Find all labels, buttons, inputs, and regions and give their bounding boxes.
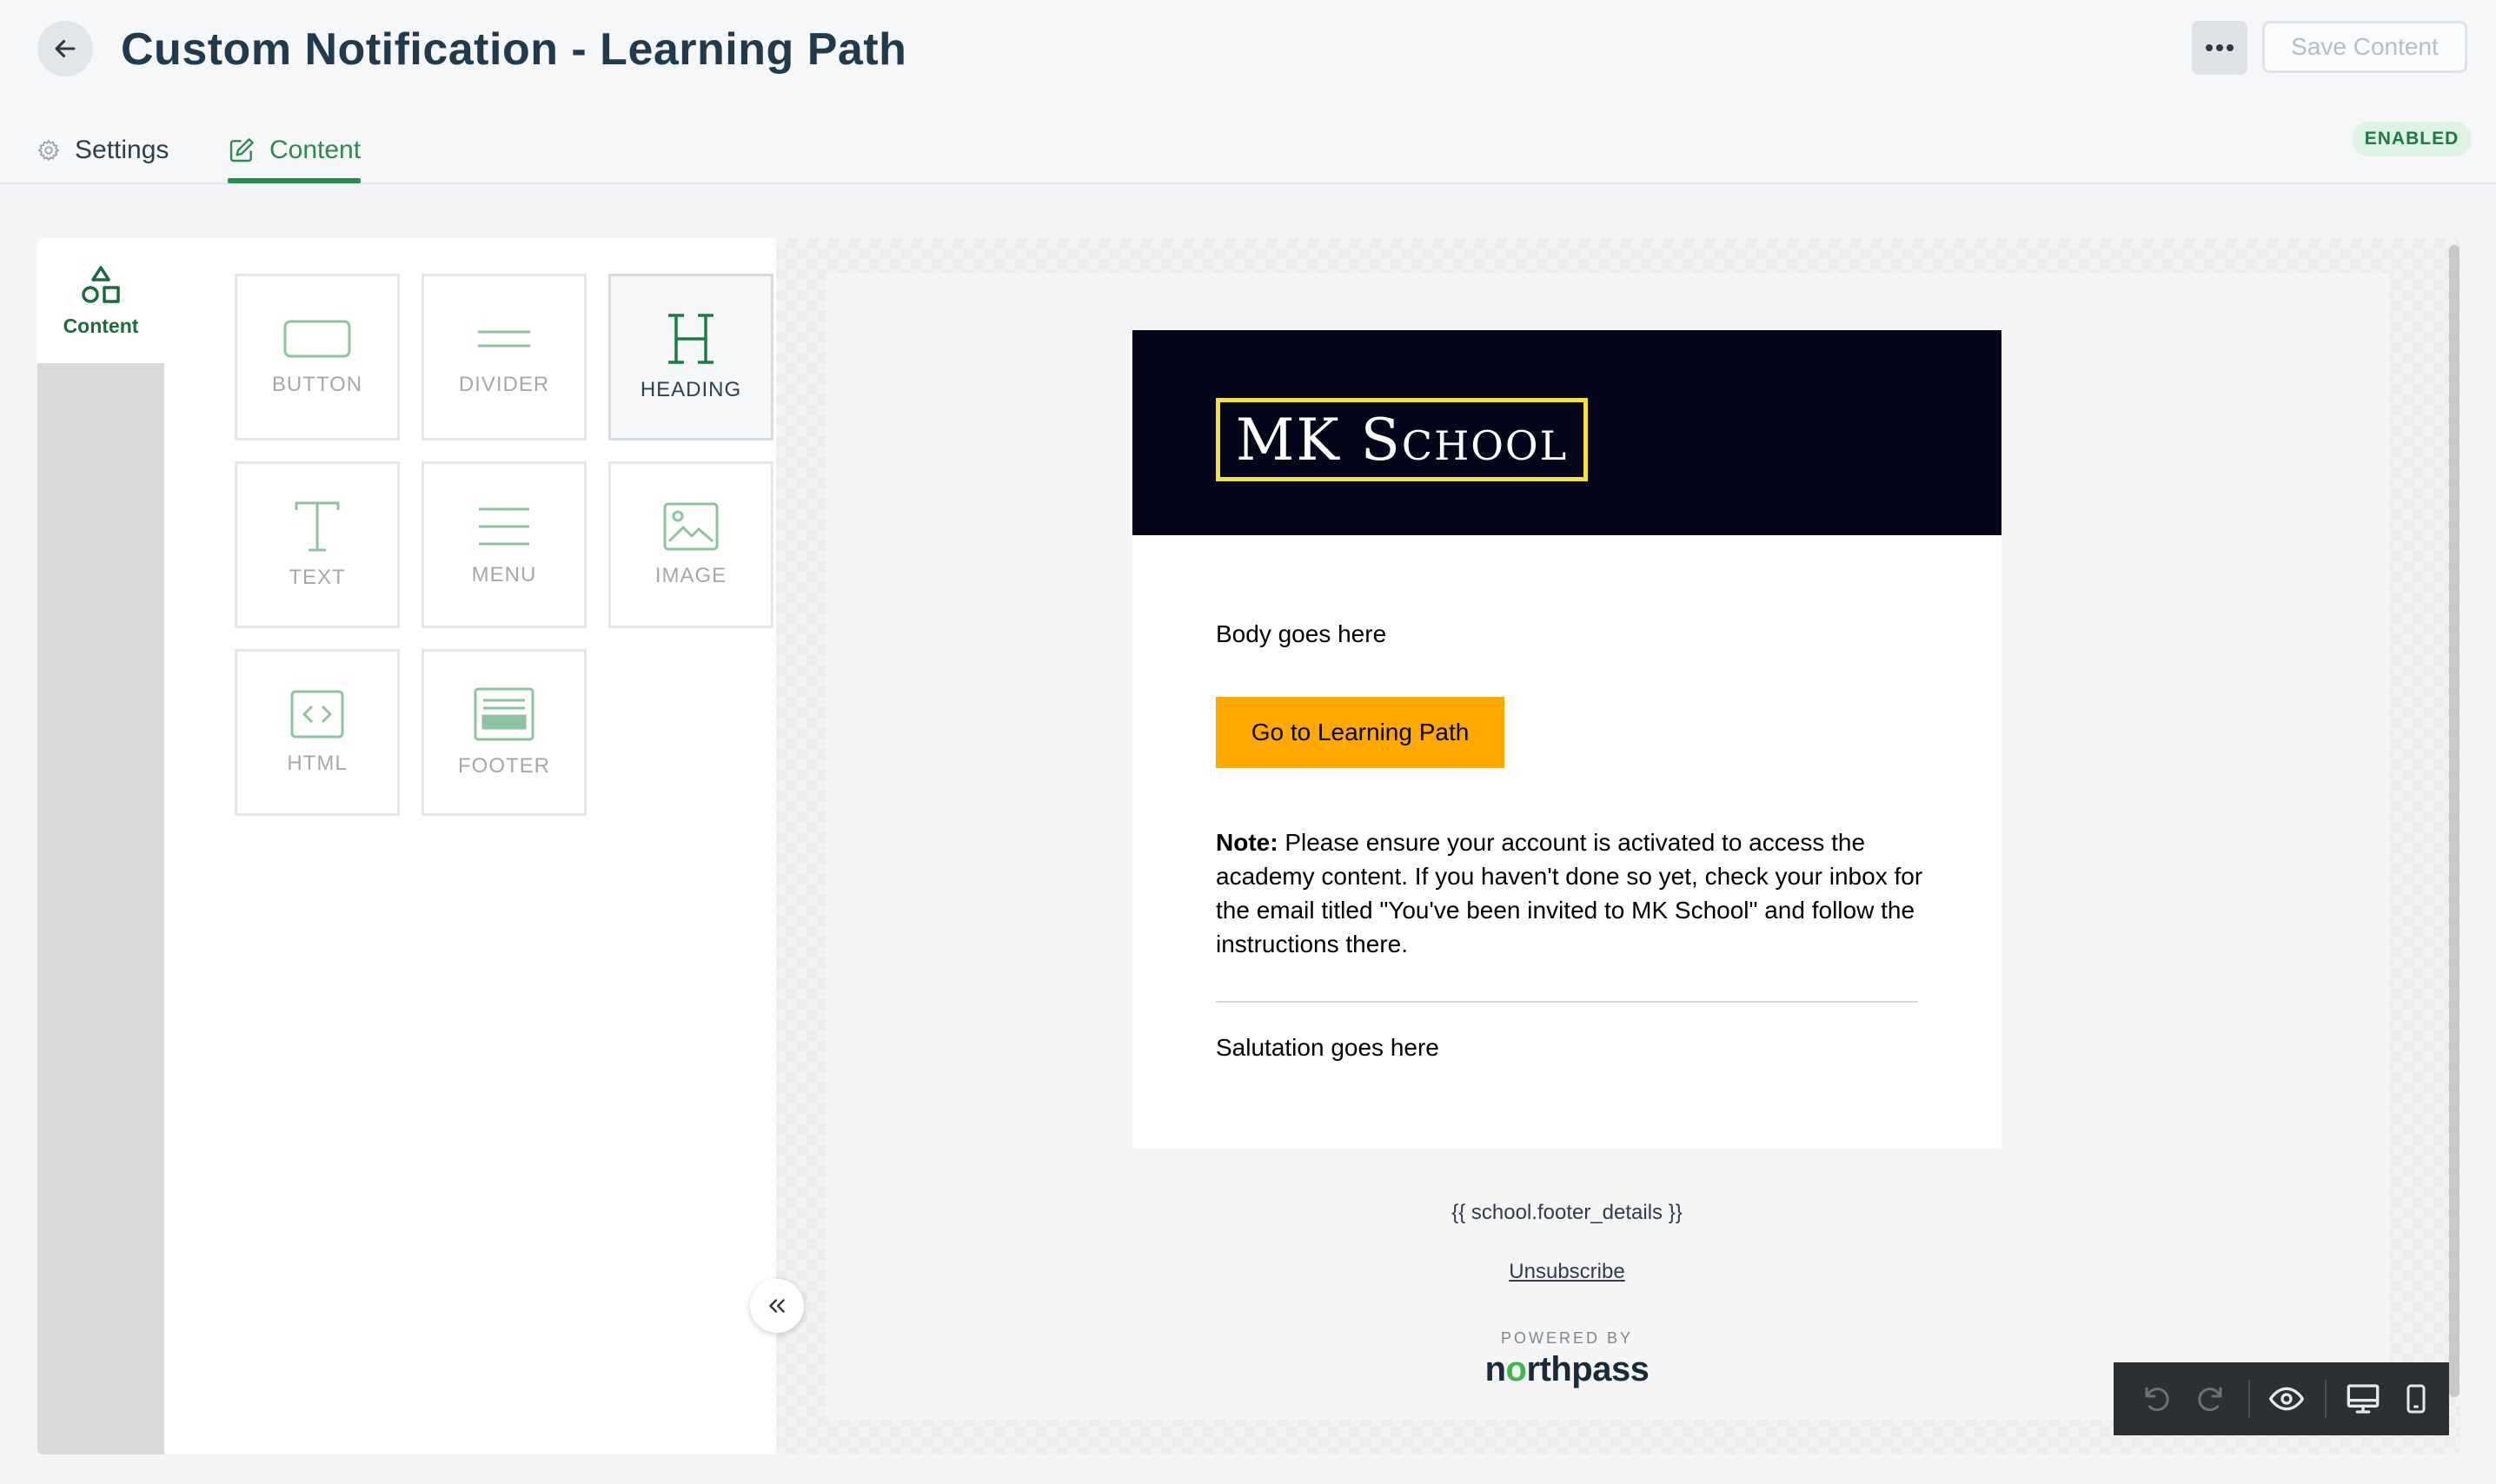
tool-button[interactable] [235, 274, 400, 441]
eye-icon [2269, 1381, 2304, 1416]
tab-content[interactable] [228, 118, 361, 182]
logo-text: MK School [1235, 406, 1569, 474]
arrow-left-icon [50, 34, 80, 63]
email-preview [826, 273, 2390, 1420]
top-header [0, 0, 2496, 184]
brand-text: northpass [1484, 1350, 1650, 1388]
more-horizontal-icon [2204, 43, 2235, 52]
tool-label: IMAGE [654, 564, 727, 587]
email-builder [37, 238, 2460, 1454]
redo-icon [2194, 1383, 2226, 1414]
button-icon [282, 317, 352, 361]
unsubscribe-link[interactable] [1132, 1260, 2001, 1284]
toolbar-separator [2248, 1380, 2250, 1418]
email-body[interactable] [1132, 535, 2001, 1149]
side-rail [37, 238, 164, 1454]
learning-path-button[interactable]: Go to Learning Path [1216, 697, 1504, 768]
text-icon [291, 500, 343, 553]
mobile-view-button[interactable] [2395, 1378, 2437, 1420]
email-divider[interactable] [1216, 1001, 1918, 1003]
school-logo[interactable] [1216, 398, 1588, 481]
toolbar-separator [2325, 1380, 2327, 1418]
save-content-button[interactable]: Save Content [2262, 21, 2467, 73]
mobile-icon [2400, 1383, 2432, 1414]
page-title: Custom Notification - Learning Path [121, 24, 907, 75]
tool-divider[interactable] [422, 274, 587, 441]
tab-settings-label: Settings [75, 136, 169, 164]
status-badge: ENABLED [2352, 122, 2472, 156]
tool-label: MENU [471, 563, 537, 586]
code-icon [289, 689, 345, 739]
desktop-icon [2346, 1381, 2380, 1416]
chevrons-left-icon [766, 1295, 788, 1317]
tab-content-label: Content [269, 136, 362, 164]
tool-html[interactable] [235, 649, 400, 816]
northpass-logo [1132, 1350, 2001, 1389]
salutation-text[interactable]: Salutation goes here [1216, 1034, 1439, 1061]
email-canvas[interactable] [776, 238, 2460, 1454]
redo-button[interactable] [2190, 1378, 2232, 1420]
heading-icon [661, 312, 721, 366]
menu-icon [474, 502, 534, 551]
tool-label: HEADING [640, 378, 742, 401]
undo-button[interactable] [2136, 1378, 2178, 1420]
tool-label: FOOTER [458, 754, 550, 778]
tool-label: TEXT [289, 566, 346, 589]
note-paragraph[interactable] [1216, 825, 1928, 961]
preview-button[interactable] [2266, 1378, 2307, 1420]
back-button[interactable] [37, 21, 93, 76]
tool-label: DIVIDER [458, 373, 550, 396]
footer-icon [473, 686, 535, 742]
unsubscribe-text: Unsubscribe [1509, 1260, 1625, 1283]
body-text[interactable]: Body goes here [1216, 620, 1387, 647]
tool-menu[interactable] [422, 461, 587, 628]
tool-label: HTML [287, 752, 348, 775]
footer-details: {{ school.footer_details }} [1451, 1201, 1683, 1224]
content-tools-panel [164, 238, 816, 1454]
more-options-button[interactable] [2192, 21, 2247, 75]
tool-heading[interactable] [608, 274, 773, 441]
shapes-icon [79, 264, 123, 308]
gear-icon [37, 138, 61, 162]
edit-icon [228, 136, 256, 164]
rail-tab-label: Content [63, 314, 139, 337]
tool-image[interactable] [608, 461, 773, 628]
divider-icon [474, 317, 534, 361]
tool-label: BUTTON [271, 373, 363, 396]
desktop-view-button[interactable] [2342, 1378, 2384, 1420]
email-header[interactable] [1132, 330, 2001, 535]
collapse-panel-button[interactable] [750, 1279, 804, 1333]
rail-tab-content[interactable] [37, 238, 164, 363]
undo-icon [2141, 1383, 2173, 1414]
tab-settings[interactable] [37, 118, 169, 182]
tool-text[interactable] [235, 461, 400, 628]
tool-footer[interactable] [422, 649, 587, 816]
note-text: Please ensure your account is activated to access the academy content. If you haven't done so yet, check your inbox for the email titled "You've been invited to MK School" and follow the instructions there. [1216, 829, 1923, 957]
image-icon [662, 501, 720, 552]
editor-toolbar [2114, 1362, 2449, 1435]
powered-by-label: POWERED BY [1500, 1329, 1634, 1347]
note-label: Note: [1216, 829, 1278, 856]
canvas-scrollbar[interactable] [2449, 245, 2459, 1397]
